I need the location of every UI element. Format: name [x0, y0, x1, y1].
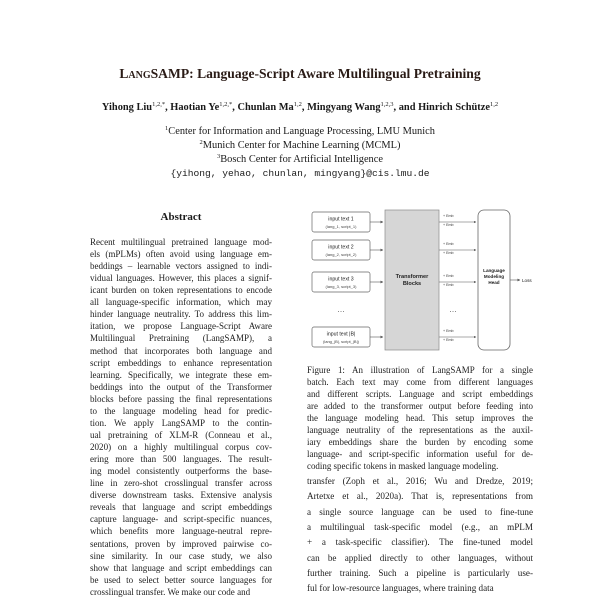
- email-text: {yihong, yehao, chunlan, mingyang}@cis.lmu.de: [170, 168, 430, 179]
- affiliation-marker: 2: [199, 139, 203, 146]
- abstract-line: itation, we propose Language-Script Aware: [90, 321, 272, 332]
- abstract-line: crosslingual transfer. We make our code and: [90, 586, 251, 597]
- caption-line: language- and script-specific information useful for de-: [307, 449, 533, 460]
- author-separator: ,: [165, 102, 171, 113]
- abstract-line: ering more than 500 languages. The result-: [90, 454, 272, 465]
- input-lang-script: (lang_2, script_2): [325, 252, 357, 257]
- author-affiliation-marker: 1,2,*: [152, 101, 166, 108]
- affiliation-line: [0, 126, 600, 137]
- input-box: [312, 240, 370, 260]
- abstract-line: icant burden on token representations to encode: [90, 285, 272, 296]
- abstract-line: vidual languages. However, this places a signif-: [90, 273, 272, 284]
- author-list: [0, 102, 600, 113]
- abstract-line: tion. We apply LangSAMP to the contin-: [90, 417, 272, 428]
- author-name: Yihong Liu: [101, 102, 153, 113]
- affiliation-text: Munich Center for Machine Learning (MCML): [202, 140, 401, 151]
- caption-line: Figure 1: An illustration of LangSAMP for a single: [307, 365, 533, 375]
- affiliation-text: Bosch Center for Artificial Intelligence: [220, 154, 383, 165]
- abstract-line: els (mPLMs) often avoid using language em-: [90, 249, 272, 260]
- input-box: [312, 327, 370, 347]
- abstract-line: all language-specific information, which may: [90, 297, 272, 308]
- abstract-line: method that incorporates both language and: [90, 345, 272, 356]
- author-email: [0, 168, 600, 179]
- ellipsis: …: [449, 305, 457, 314]
- paper-title: [0, 66, 600, 82]
- language-embedding-label: + Emb: [443, 274, 454, 278]
- input-box: [312, 212, 370, 232]
- transformer-label: Blocks: [402, 281, 422, 287]
- abstract-line: learning. Specifically, we integrate these em-: [90, 369, 272, 380]
- affiliation-line: [0, 154, 600, 165]
- body-line: a multilingual task-specific model (e.g., an mPLM: [307, 521, 533, 532]
- script-embedding-label: + Emb: [443, 251, 454, 255]
- language-embedding-label: + Emb: [443, 214, 454, 218]
- input-lang-script: (lang_|B|, script_|B|): [323, 339, 359, 344]
- affiliation-text: Center for Information and Language Processing, LMU Munich: [168, 126, 435, 137]
- abstract-line: hinder language neutrality. To address this lim-: [90, 309, 272, 320]
- abstract-heading: Abstract: [160, 211, 202, 223]
- affiliation-marker: 1: [165, 125, 169, 132]
- author-name: Mingyang Wang: [307, 102, 381, 113]
- abstract-line: sentations, proven by improved pairwise co-: [90, 538, 272, 549]
- author-name: Hinrich Schütze: [418, 102, 490, 113]
- caption-line: iary embeddings share the burden by encoding some: [307, 437, 533, 448]
- loss-label: Loss: [522, 278, 532, 283]
- author-name: Haotian Ye: [170, 102, 220, 113]
- caption-line: the language modeling head. This setup improves the: [307, 413, 533, 424]
- ellipsis: …: [337, 305, 345, 314]
- caption-line: batch. Each text may come from different languages: [307, 377, 533, 388]
- author-affiliation-marker: 1,2: [293, 101, 302, 108]
- abstract-line: 2020) on a highly multilingual corpus cov-: [90, 442, 272, 453]
- input-lang-script: (lang_1, script_1): [325, 224, 357, 229]
- abstract-line: Recent multilingual pretrained language mod-: [90, 237, 272, 247]
- body-line: further training. Such a pipeline is particularly use-: [307, 567, 533, 578]
- caption-line: are added to the transformer output before feeding into: [307, 401, 533, 412]
- abstract-line: diverse downstream tasks. Extensive analysis: [90, 490, 272, 501]
- abstract-line: show that language and script embeddings can: [90, 562, 272, 573]
- abstract-line: to the language modeling head for predic-: [90, 405, 272, 416]
- abstract-line: sine similarity. In our case study, we also: [90, 550, 272, 561]
- body-line: Artetxe et al., 2020a). That is, representations from: [307, 491, 533, 502]
- lm-head-label: Language: [483, 268, 505, 273]
- abstract-line: beddings into the output of the Transformer: [90, 381, 272, 392]
- abstract-line: line in zero-shot crosslingual transfer across: [90, 478, 272, 489]
- author-separator: , and: [393, 102, 419, 113]
- lm-head-label: Modeling: [483, 274, 505, 279]
- abstract-line: ing model consistently outperforms the base-: [90, 466, 272, 477]
- transformer-label: Transformer: [395, 274, 429, 280]
- author-affiliation-marker: 1,2,*: [219, 101, 233, 108]
- author-affiliation-marker: 1,2,3: [380, 101, 394, 108]
- author-name: Chunlan Ma: [237, 102, 294, 113]
- abstract-line: capture language- and script-specific nuances,: [90, 514, 272, 525]
- abstract-line: beddings – learnable vectors assigned to indi-: [90, 261, 272, 272]
- lm-head-label: Head: [488, 280, 500, 285]
- input-text-label: input text 2: [328, 244, 354, 251]
- script-embedding-label: + Emb: [443, 338, 454, 342]
- body-line: can be applied directly to other languages, without: [307, 552, 533, 563]
- caption-line: and different scripts. Language and script embeddings: [307, 389, 533, 400]
- paper-title-rest: : Language-Script Aware Multilingual Pretraining: [189, 66, 481, 81]
- body-line: + a task-specific classifier). The fine-tuned model: [307, 537, 533, 548]
- input-lang-script: (lang_3, script_3): [325, 284, 357, 289]
- affiliation-marker: 3: [217, 153, 221, 160]
- abstract-line: ual pretraining of XLM-R (Conneau et al.,: [90, 429, 272, 440]
- transformer-blocks: [385, 210, 439, 350]
- author-affiliation-marker: 1,2: [489, 101, 499, 108]
- language-embedding-label: + Emb: [443, 242, 454, 246]
- body-line: ful for low-resource languages, where training data: [307, 583, 494, 594]
- author-separator: ,: [232, 102, 238, 113]
- script-embedding-label: + Emb: [443, 223, 454, 227]
- paper-title-model-name: LangSAMP: [119, 66, 190, 81]
- author-separator: ,: [301, 102, 308, 113]
- abstract-line: Multilingual Pretraining (LangSAMP), a: [90, 333, 272, 344]
- input-box: [312, 272, 370, 292]
- abstract-line: script embeddings to enhance representation: [90, 357, 272, 368]
- figure-1-diagram: [306, 206, 538, 358]
- input-text-label: input text |B|: [326, 331, 356, 338]
- input-text-label: input text 1: [328, 216, 354, 223]
- abstract-line: which benefits more language-neutral repre-: [90, 526, 272, 537]
- language-embedding-label: + Emb: [443, 329, 454, 333]
- affiliation-line: [0, 140, 600, 151]
- caption-line: language neutrality of the representations as the auxil-: [307, 425, 533, 436]
- caption-line: coding specific tokens in masked language modeling.: [307, 461, 499, 472]
- body-line: transfer (Zoph et al., 2016; Wu and Dredze, 2019;: [307, 476, 533, 486]
- abstract-line: reveals that language and script embeddings: [90, 502, 272, 513]
- abstract-line: be used to select better source languages for: [90, 574, 272, 585]
- script-embedding-label: + Emb: [443, 283, 454, 287]
- body-line: a single source language can be used to fine-tune: [307, 506, 533, 517]
- input-text-label: input text 3: [328, 276, 354, 283]
- abstract-line: blocks before passing the final representations: [90, 393, 272, 404]
